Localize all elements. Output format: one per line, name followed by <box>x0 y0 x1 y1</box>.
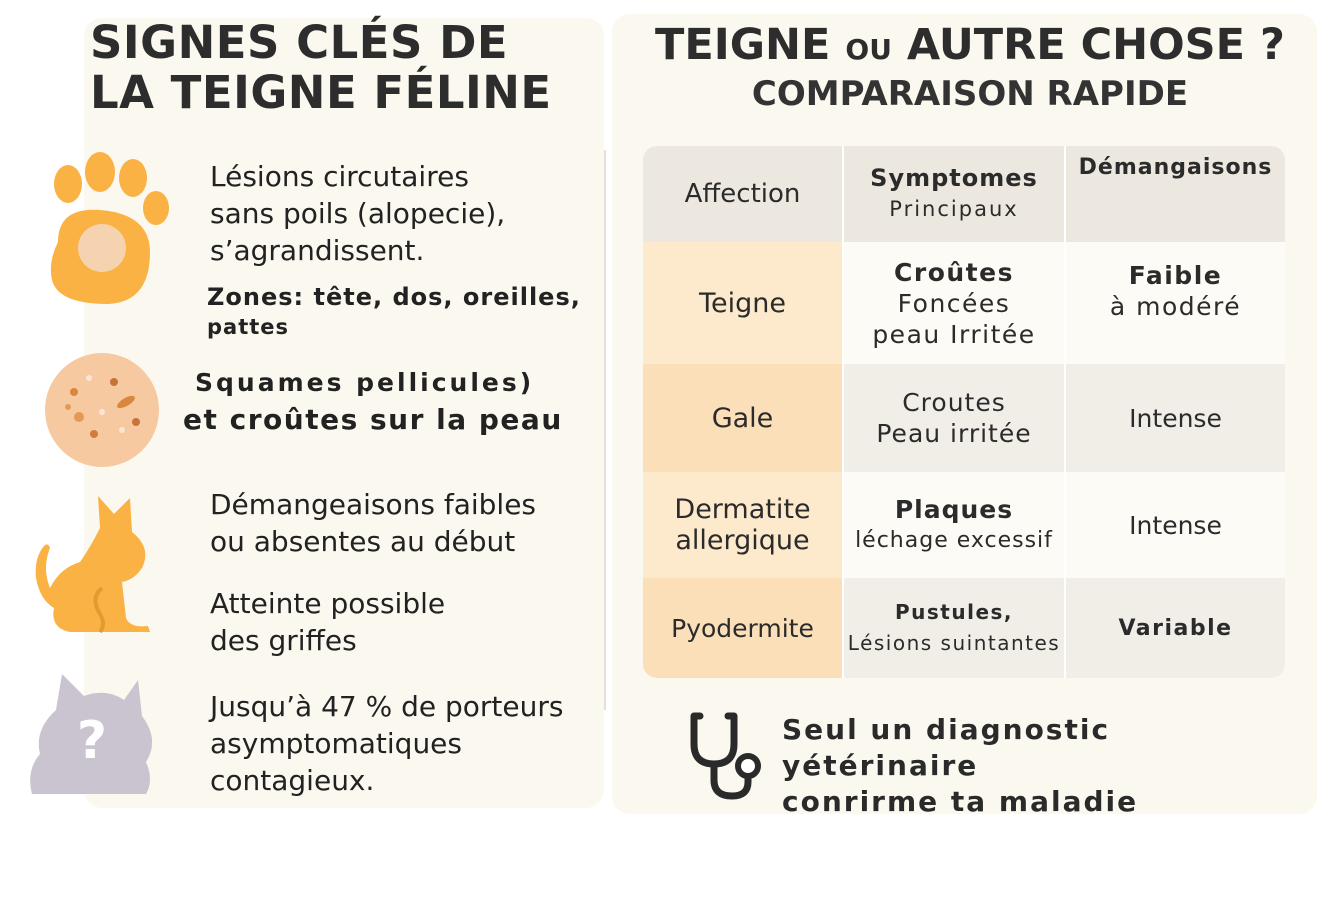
row-teigne-itch2: à modéré <box>1109 292 1242 321</box>
right-title-part2: AUTRE CHOSE ? <box>906 20 1285 70</box>
row-teigne-itch1: Faible <box>1128 261 1223 290</box>
row-gale-symptoms <box>844 364 1066 472</box>
sign-squames-line1: Squames pellicules) <box>195 368 535 397</box>
sign-squames <box>183 364 563 438</box>
table-row <box>643 364 1285 472</box>
row-teigne-symptoms <box>844 242 1066 364</box>
row-pyodermite-symptom2: Lésions suintantes <box>847 631 1061 655</box>
sign-lesions <box>210 158 505 269</box>
header-symptoms-line2: Principaux <box>889 197 1019 221</box>
row-gale-symptom1: Croutes <box>902 388 1006 417</box>
table-row <box>643 242 1285 364</box>
panel-divider <box>604 150 606 710</box>
left-title-line2: LA TEIGNE FÉLINE <box>90 66 552 119</box>
right-title-or: OU <box>845 33 892 66</box>
svg-text:?: ? <box>76 711 108 771</box>
cat-question-icon <box>26 670 156 795</box>
sign-carriers-line2: asymptomatiques <box>210 727 462 760</box>
row-dermatite-symptom1: Plaques <box>894 495 1014 524</box>
header-itching: Démangaisons <box>1066 146 1285 242</box>
header-symptoms <box>844 146 1066 242</box>
row-teigne-affection: Teigne <box>643 242 844 364</box>
header-symptoms-line1: Symptomes <box>870 164 1038 192</box>
cat-icon <box>30 488 160 633</box>
stethoscope-icon <box>686 708 770 804</box>
row-teigne-symptom1: Croûtes <box>894 257 1014 287</box>
row-pyodermite-symptom1: Pustules, <box>894 600 1014 624</box>
sign-lesions-line3: s’agrandissent. <box>210 234 425 267</box>
sign-claws-line2: des griffes <box>210 624 357 657</box>
row-dermatite-itch: Intense <box>1066 472 1285 578</box>
sign-claws-line1: Atteinte possible <box>210 587 446 620</box>
row-dermatite-affection2: allergique <box>675 525 810 556</box>
right-subtitle: COMPARAISON RAPIDE <box>751 74 1189 114</box>
table-row <box>643 578 1285 678</box>
left-title-line1: SIGNES CLÉS DE <box>90 16 509 69</box>
row-dermatite-symptom2: léchage excessif <box>855 528 1053 553</box>
left-title <box>90 18 590 118</box>
sign-carriers-line3: contagieux. <box>210 764 375 797</box>
row-gale-itch: Intense <box>1066 364 1285 472</box>
row-dermatite-affection1: Dermatite <box>674 494 811 525</box>
row-pyodermite-affection: Pyodermite <box>643 578 844 678</box>
sign-claws <box>210 585 445 659</box>
right-title-part1: TEIGNE <box>655 20 831 70</box>
table-header-row <box>643 146 1285 242</box>
sign-lesions-line1: Lésions circutaires <box>210 160 469 193</box>
footer-note-line1: Seul un diagnostic yétérinaire <box>782 713 1111 782</box>
table-row <box>643 472 1285 578</box>
row-dermatite-affection <box>643 472 844 578</box>
row-teigne-itch <box>1066 242 1285 364</box>
sign-itching <box>210 486 536 560</box>
sign-carriers-line1: Jusqu’à 47 % de porteurs <box>210 690 564 723</box>
row-gale-affection: Gale <box>643 364 844 472</box>
sign-zones-line1: Zones: tête, dos, oreilles, <box>207 283 581 311</box>
skin-spots-icon <box>44 352 160 468</box>
comparison-table <box>643 146 1285 678</box>
header-affection: Affection <box>643 146 844 242</box>
sign-itching-line2: ou absentes au début <box>210 525 516 558</box>
right-title <box>640 22 1300 73</box>
row-teigne-symptom3: peau Irritée <box>872 319 1036 349</box>
footer-note-line2: conrirme ta maladie <box>782 785 1139 818</box>
sign-itching-line1: Démangeaisons faibles <box>210 488 537 521</box>
footer-note <box>782 712 1302 820</box>
row-pyodermite-itch: Variable <box>1066 578 1285 678</box>
sign-squames-line2: et croûtes sur la peau <box>183 403 563 436</box>
row-pyodermite-symptoms <box>844 578 1066 678</box>
paw-icon <box>38 152 173 312</box>
sign-zones <box>207 282 581 342</box>
sign-zones-line2: pattes <box>207 315 290 339</box>
sign-carriers <box>210 688 563 799</box>
sign-lesions-line2: sans poils (alopecie), <box>210 197 506 230</box>
row-gale-symptom2: Peau irritée <box>876 419 1032 448</box>
row-dermatite-symptoms <box>844 472 1066 578</box>
row-teigne-symptom2: Foncées <box>897 288 1011 318</box>
